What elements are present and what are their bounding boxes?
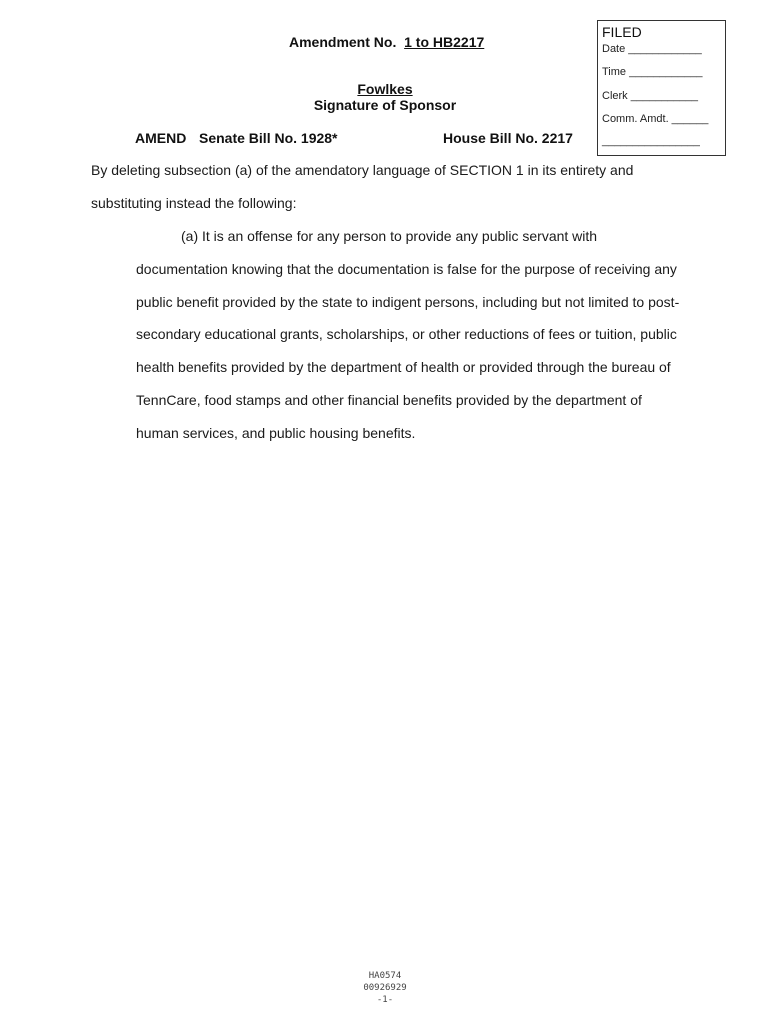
filed-clerk-field: Clerk ___________: [602, 90, 699, 102]
sponsor-caption: Signature of Sponsor: [313, 97, 457, 113]
house-bill-number: House Bill No. 2217: [443, 130, 573, 146]
filed-blank-line: ________________: [602, 135, 700, 147]
filed-time-field: Time ____________: [602, 66, 703, 78]
paragraph-line: health benefits provided by the department of health or provided through the bureau of: [136, 359, 671, 375]
paragraph-line: (a) It is an offense for any person to provide any public servant with: [181, 228, 598, 244]
paragraph-line: human services, and public housing benefits.: [136, 425, 416, 441]
paragraph-line: TennCare, food stamps and other financial benefits provided by the department of: [136, 392, 642, 408]
amend-label: AMEND: [135, 130, 187, 146]
intro-line: By deleting subsection (a) of the amendatory language of SECTION 1 in its entirety and: [91, 162, 634, 178]
intro-line: substituting instead the following:: [91, 195, 297, 211]
footer-code-2: 00926929: [363, 983, 407, 993]
filed-comm-amdt-field: Comm. Amdt. ______: [602, 113, 709, 125]
sponsor-name: Fowlkes: [357, 81, 413, 97]
amendment-prefix: Amendment No.: [289, 34, 397, 50]
footer-code-1: HA0574: [368, 971, 402, 981]
filed-stamp-box: [597, 20, 726, 156]
senate-bill-number: Senate Bill No. 1928*: [199, 130, 338, 146]
paragraph-line: secondary educational grants, scholarships, or other reductions of fees or tuition, public: [136, 326, 677, 342]
filed-title: FILED: [602, 24, 642, 40]
amendment-title: [289, 34, 484, 50]
paragraph-line: public benefit provided by the state to indigent persons, including but not limited to post-: [136, 294, 680, 310]
amendment-reference: 1 to HB2217: [404, 34, 485, 50]
paragraph-line: documentation knowing that the documentation is false for the purpose of receiving any: [136, 261, 677, 277]
filed-date-field: Date ____________: [602, 43, 702, 55]
page-number: -1-: [376, 995, 394, 1005]
